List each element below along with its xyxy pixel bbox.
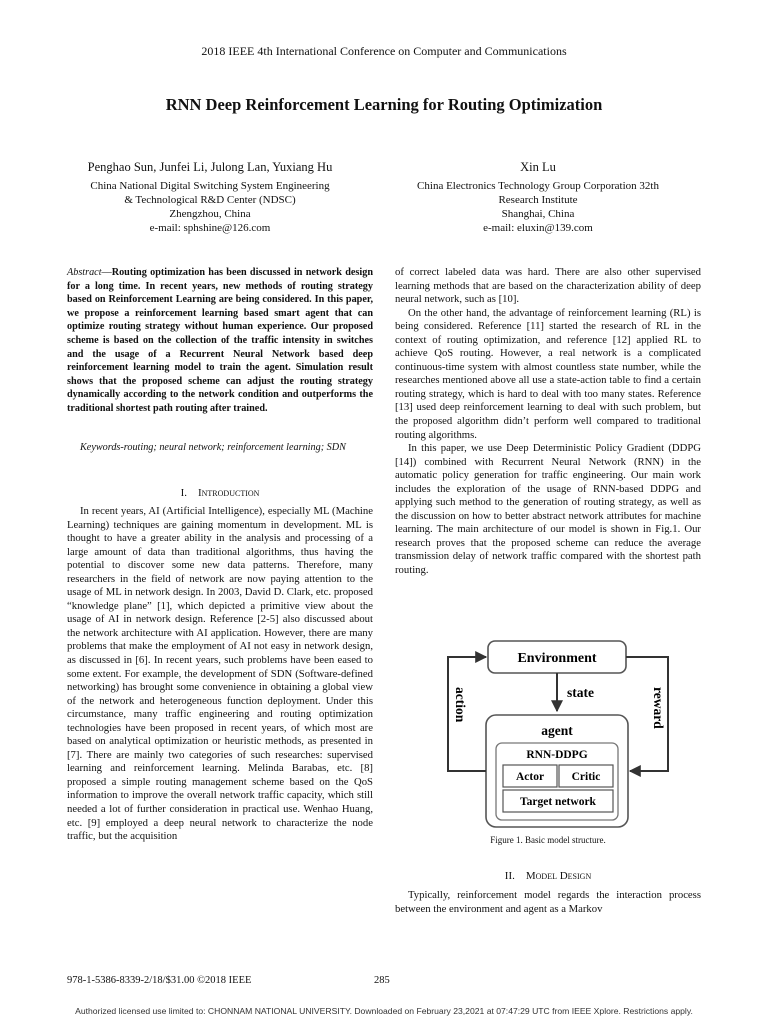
author-email-left: e-mail: sphshine@126.com bbox=[149, 222, 271, 234]
intro-paragraph-1: In recent years, AI (Artificial Intelligence), especially ML (Machine Learning) techniques are gaining momentum in development. ML is thought to have a greater ability in the analysis and processing of a large amount of data than traditional algorithms, thus having the potential to discover some new data patterns. Therefore, many researchers in the field of network are now paying attention to the usage of ML in network design. In 2003, David D. Clark, etc. proposed “knowledge plane” [1], which depicted a primitive view about the usage of AI in network design. Reference [2-5] also discussed about the network architecture with AI application. However, there are many problems that make the employment of AI not easy in network design, as discussed in [6]. In recent years, such problems have been eased to some extent. For example, the development of SDN (Software-defined networking) has brought some convenience in obtaining a global view of the network and heterogeneous function deployment. Under this circumstance, many traffic engineering and routing optimization technologies have been proposed in recent years, of which most are based on analytical optimization or heuristic methods, as presented in [7]. There are mainly two categories of such researches: supervised learning and reinforcement learning. Melinda Barabas, etc. [8] proposed a simple routing management scheme based on the QoS information to improve the overall network traffic capacity, which still needed a lot of further consideration in practical use. Wenhao Huang, etc. [9] employed a deep neural network to characterize the node traffic, but the acquisition bbox=[67, 505, 373, 843]
copyright-line: 978-1-5386-8339-2/18/$31.00 ©2018 IEEE bbox=[67, 975, 252, 986]
agent-label: agent bbox=[541, 723, 573, 738]
author-email-right: e-mail: eluxin@139.com bbox=[483, 222, 593, 234]
author-affiliation-right-2: Research Institute bbox=[498, 194, 578, 206]
intro-paragraph-4: In this paper, we use Deep Deterministic Policy Gradient (DDPG [14]) combined with Recurrent Neural Network (RNN) in the automatic policy generation for traffic engineering. Our main work includes the exploration of the usage of RNN-based DDPG and applying such method to the generation of routing strategy, as well as the discussion on how to better abstract network attributes for machine learning. The main architecture of our model is shown in Fig.1. Our research proves that the proposed scheme can reduce the average transmission delay of network traffic compared with the shortest path routing. bbox=[395, 442, 701, 577]
page-number: 285 bbox=[374, 975, 390, 986]
author-block-left bbox=[40, 160, 380, 235]
abstract-label: Abstract bbox=[67, 267, 102, 278]
author-affiliation-left-2: & Technological R&D Center (NDSC) bbox=[124, 194, 296, 206]
action-label: action bbox=[453, 687, 468, 723]
abstract-text: Routing optimization has been discussed in network design for a long time. In recent years, new methods of routing strategy based on Reinforcement Learning are being considered. In this paper, we propose a reinforcement learning based smart agent that can optimize routing strategy without human experience. Our proposed scheme is based on the collection of the traffic intensity in switches and the usage of a Recurrent Neural Network based deep reinforcement learning model to train the agent. Simulation result shows that the proposed scheme can adjust the routing strategy dynamically according to the network condition and outperforms the traditional shortest path routing after trained. bbox=[67, 267, 373, 414]
model-design-paragraph-1: Typically, reinforcement model regards the interaction process between the environment and agent as a Markov bbox=[395, 889, 701, 915]
author-affiliation-right-1: China Electronics Technology Group Corporation 32th bbox=[417, 180, 659, 192]
abstract-dash: — bbox=[101, 267, 112, 278]
target-network-label: Target network bbox=[520, 796, 596, 808]
environment-label: Environment bbox=[517, 651, 597, 666]
section-title-1: Introduction bbox=[197, 487, 260, 499]
paper-title: RNN Deep Reinforcement Learning for Routing Optimization bbox=[165, 95, 603, 114]
conference-header: 2018 IEEE 4th International Conference on Computer and Communications bbox=[201, 44, 567, 58]
section-heading-1 bbox=[67, 487, 373, 499]
figure-1-caption: Figure 1. Basic model structure. bbox=[490, 835, 606, 845]
abstract bbox=[67, 266, 373, 416]
actor-label: Actor bbox=[515, 771, 545, 783]
section-number-1: I. bbox=[180, 487, 187, 499]
critic-label: Critic bbox=[571, 771, 601, 783]
intro-paragraph-2: of correct labeled data was hard. There are also other supervised learning methods that are based on the characterization ability of deep neural network, such as [10]. bbox=[395, 266, 701, 306]
section-title-2: Model Design bbox=[525, 870, 592, 882]
author-names-left: Penghao Sun, Junfei Li, Julong Lan, Yuxiang Hu bbox=[87, 160, 333, 174]
author-city-left: Zhengzhou, China bbox=[169, 208, 251, 220]
license-notice: Authorized licensed use limited to: CHONNAM NATIONAL UNIVERSITY. Downloaded on February 23,2021 at 07:47:29 UTC from IEEE Xplore. Restrictions apply. bbox=[75, 1006, 693, 1016]
model-design-body bbox=[395, 889, 701, 916]
author-city-right: Shanghai, China bbox=[501, 208, 575, 220]
author-affiliation-left-1: China National Digital Switching System Engineering bbox=[90, 180, 330, 192]
intro-body-right bbox=[395, 266, 701, 578]
section-number-2: II. bbox=[504, 870, 515, 882]
rnn-ddpg-label: RNN-DDPG bbox=[526, 749, 588, 761]
state-label: state bbox=[567, 685, 594, 700]
section-heading-2 bbox=[395, 870, 701, 882]
intro-paragraph-3: On the other hand, the advantage of reinforcement learning (RL) is being considered. Reference [11] started the research of RL in the context of routing optimization, and reference [12] applied RL to achieve QoS routing. However, a real network is a complicated continuous-time system with almost countless state number, while the researches mentioned above all use a state-action table to find a certain routing strategy, which is hard to deal with too many states. Reference [13] used deep reinforcement learning to deal with such problem, but the proposed algorithm didn’t perform well compared to traditional routing algorithms. bbox=[395, 306, 701, 441]
keywords: Keywords-routing; neural network; reinforcement learning; SDN bbox=[80, 442, 346, 453]
reward-label: reward bbox=[651, 687, 666, 729]
author-names-right: Xin Lu bbox=[520, 160, 556, 174]
figure-1-diagram bbox=[438, 635, 688, 831]
intro-body-left bbox=[67, 505, 373, 844]
author-block-right bbox=[368, 160, 708, 235]
